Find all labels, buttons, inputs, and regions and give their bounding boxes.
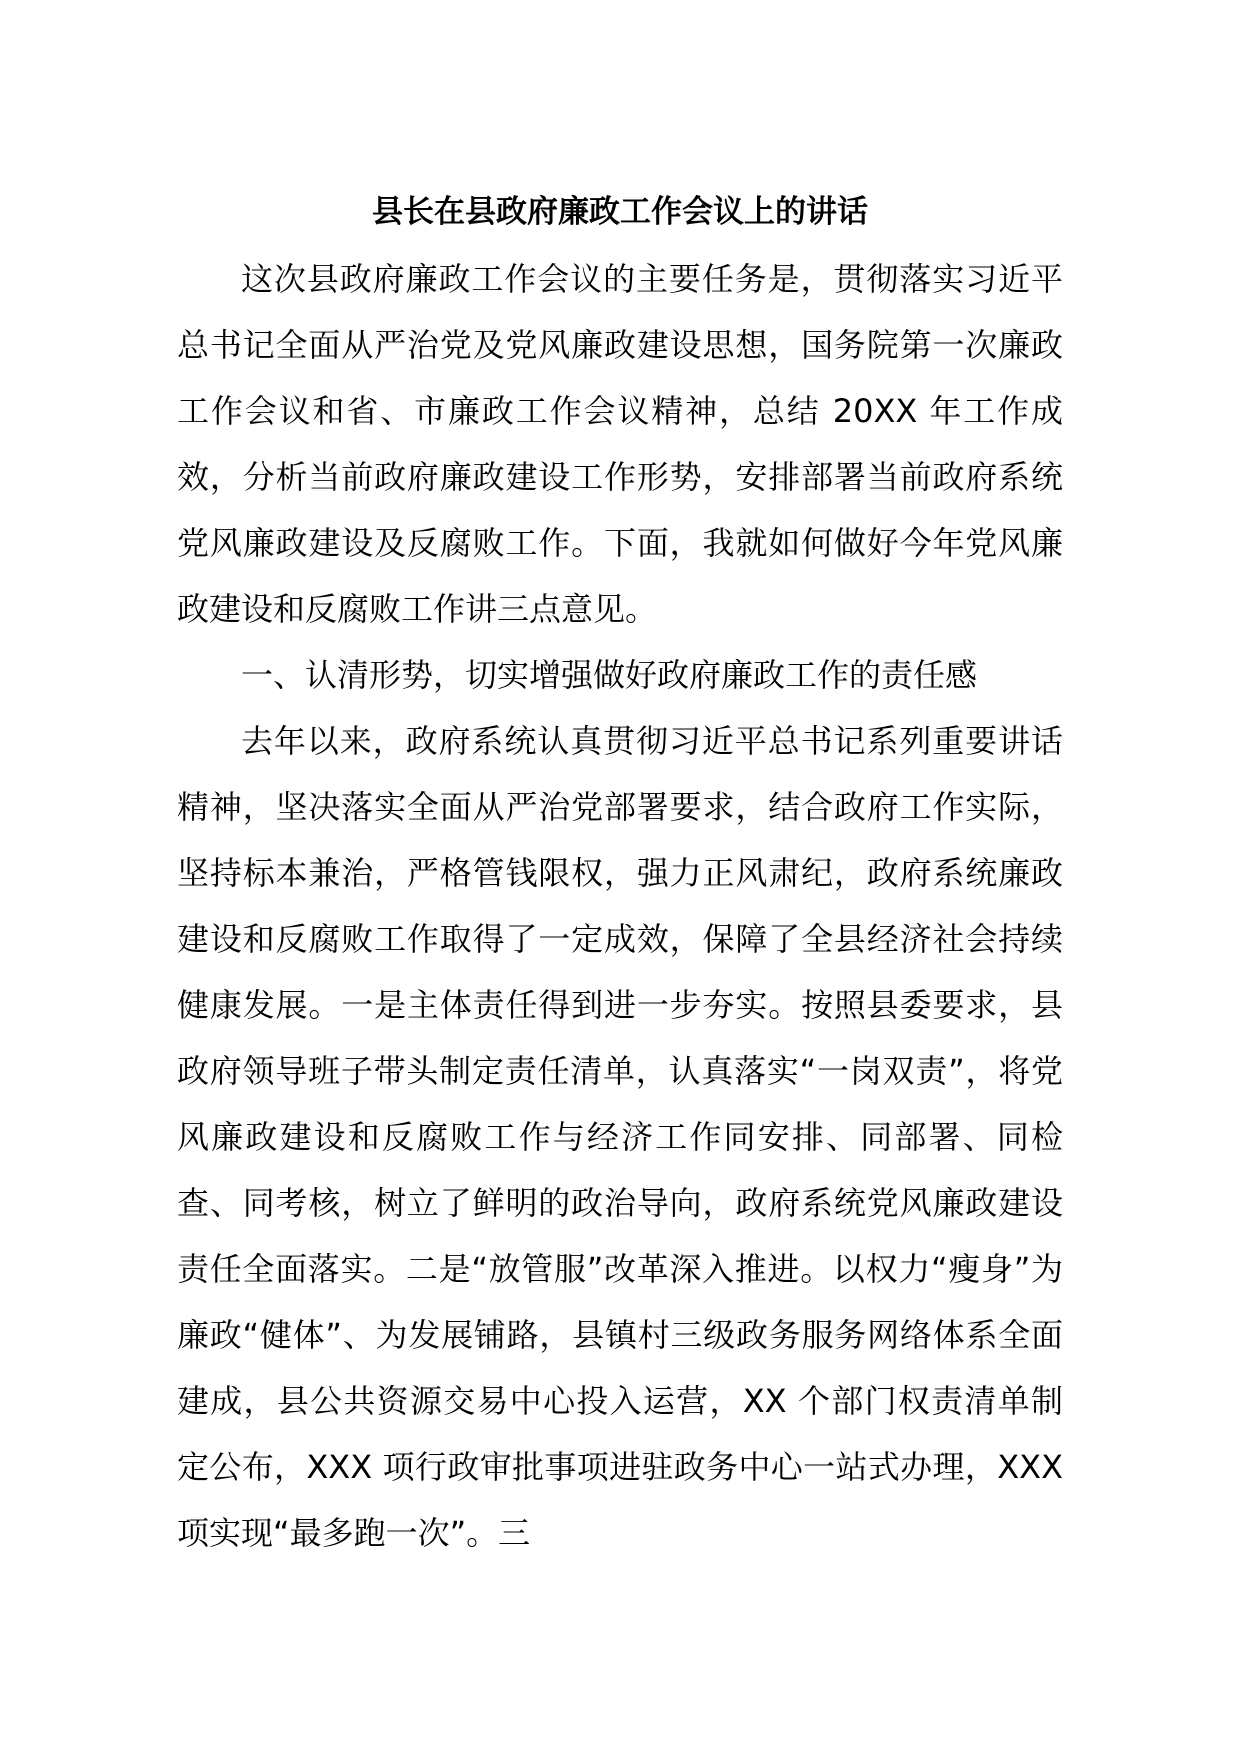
document-body	[177, 246, 1063, 1566]
section-heading-1: 一、认清形势，切实增强做好政府廉政工作的责任感	[241, 656, 978, 694]
paragraph-section-1: 去年以来，政府系统认真贯彻习近平总书记系列重要讲话精神，坚决落实全面从严治党部署要求，结合政府工作实际，坚持标本兼治，严格管钱限权，强力正风肃纪，政府系统廉政建设和反腐败工作取得了一定成效，保障了全县经济社会持续健康发展。一是主体责任得到进一步夯实。按照县委要求，县政府领导班子带头制定责任清单，认真落实“一岗双责”，将党风廉政建设和反腐败工作与经济工作同安排、同部署、同检查、同考核，树立了鲜明的政治导向，政府系统党风廉政建设责任全面落实。二是“放管服”改革深入推进。以权力“瘦身”为廉政“健体”、为发展铺路，县镇村三级政务服务网络体系全面建成，县公共资源交易中心投入运营，XX 个部门权责清单制定公布，XXX 项行政审批事项进驻政务中心一站式办理，XXX 项实现“最多跑一次”。三	[177, 722, 1063, 1552]
document-title: 县长在县政府廉政工作会议上的讲话	[372, 194, 868, 230]
paragraph-intro: 这次县政府廉政工作会议的主要任务是，贯彻落实习近平总书记全面从严治党及党风廉政建设思想，国务院第一次廉政工作会议和省、市廉政工作会议精神，总结 20XX 年工作成效，分析当前政府廉政建设工作形势，安排部署当前政府系统党风廉政建设及反腐败工作。下面，我就如何做好今年党风廉政建设和反腐败工作讲三点意见。	[177, 260, 1063, 628]
